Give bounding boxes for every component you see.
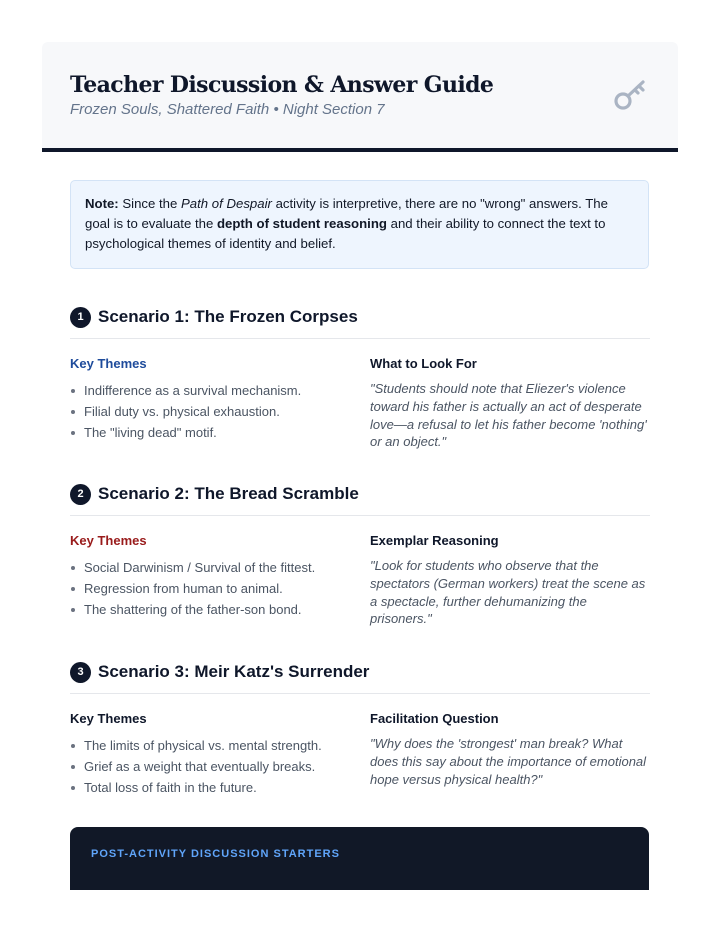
- note-text-2: activity is interpretive, there are no "wrong" answers. The goal is to evaluate the: [85, 196, 608, 231]
- key-themes-label: Key Themes: [70, 356, 147, 371]
- guidance-column: [370, 533, 652, 628]
- note-label: Note:: [85, 196, 119, 211]
- note-text-3: and their ability to connect the text to psychological themes of identity and belief.: [85, 216, 606, 251]
- scenario-title: Scenario 2: The Bread Scramble: [98, 484, 359, 503]
- key-themes-column: [70, 711, 360, 798]
- scenario-title: Scenario 1: The Frozen Corpses: [98, 307, 358, 326]
- themes-list: [70, 557, 360, 620]
- theme-item: Indifference as a survival mechanism.: [70, 380, 360, 401]
- scenario-number-badge: 1: [70, 307, 91, 328]
- guidance-label: Exemplar Reasoning: [370, 533, 499, 548]
- scenario-1: [70, 305, 650, 450]
- guidance-quote: "Why does the 'strongest' man break? What does this say about the importance of emotional hope versus physical health?": [370, 736, 647, 787]
- theme-item: The limits of physical vs. mental strength.: [70, 735, 360, 756]
- theme-item: Filial duty vs. physical exhaustion.: [70, 401, 360, 422]
- scenario-header: [70, 305, 650, 339]
- scenario-header: [70, 660, 650, 694]
- theme-item: The "living dead" motif.: [70, 422, 360, 443]
- scenario-number-badge: 2: [70, 484, 91, 505]
- key-themes-column: [70, 356, 360, 443]
- theme-item: Total loss of faith in the future.: [70, 777, 360, 798]
- theme-item: The shattering of the father-son bond.: [70, 599, 360, 620]
- scenario-3: [70, 660, 650, 795]
- page-subtitle: Frozen Souls, Shattered Faith • Night Section 7: [70, 101, 385, 118]
- note-activity-name: Path of Despair: [181, 196, 272, 211]
- theme-item: Grief as a weight that eventually breaks.: [70, 756, 360, 777]
- guidance-column: [370, 711, 652, 788]
- guidance-label: What to Look For: [370, 356, 477, 371]
- scenario-title: Scenario 3: Meir Katz's Surrender: [98, 662, 370, 681]
- guide-header: [42, 42, 678, 148]
- note-text-1: Since the: [118, 196, 182, 211]
- themes-list: [70, 735, 360, 798]
- guidance-quote: "Students should note that Eliezer's violence toward his father is actually an act of desperate love—a refusal to let his father become 'nothing' or an object.": [370, 381, 647, 450]
- guidance-label: Facilitation Question: [370, 711, 499, 726]
- note-box: [70, 180, 649, 269]
- theme-item: Regression from human to animal.: [70, 578, 360, 599]
- header-rule: [42, 148, 678, 152]
- themes-list: [70, 380, 360, 443]
- guidance-quote: "Look for students who observe that the spectators (German workers) treat the scene as a spectacle, further dehumanizing the prisoners.": [370, 558, 646, 627]
- scenario-number-badge: 3: [70, 662, 91, 683]
- scenario-2: [70, 482, 650, 627]
- key-icon: [612, 76, 650, 114]
- discussion-starters-label: POST-ACTIVITY DISCUSSION STARTERS: [91, 848, 340, 860]
- guidance-column: [370, 356, 652, 451]
- scenario-header: [70, 482, 650, 516]
- theme-item: Social Darwinism / Survival of the fittest.: [70, 557, 360, 578]
- discussion-starters-panel: [70, 827, 649, 890]
- key-themes-label: Key Themes: [70, 533, 147, 548]
- key-themes-label: Key Themes: [70, 711, 147, 726]
- page-title: Teacher Discussion & Answer Guide: [70, 72, 494, 98]
- note-emphasis: depth of student reasoning: [216, 216, 387, 231]
- key-themes-column: [70, 533, 360, 620]
